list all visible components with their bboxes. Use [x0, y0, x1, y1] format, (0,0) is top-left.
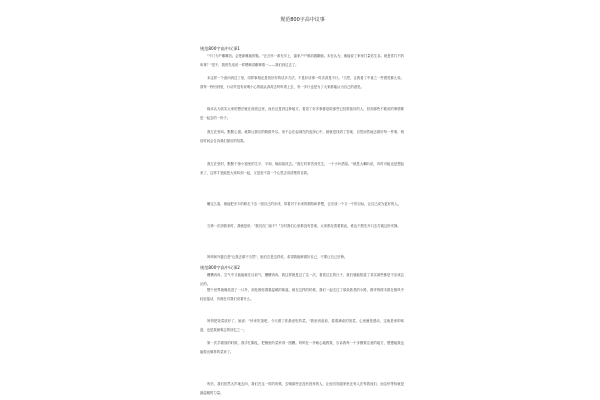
- essay-2-heading: 规范800字高中议事2: [200, 265, 240, 270]
- essay-2-paragraph: 听后，我们依然大声地去问，我们在这一时的时候，去喊那些还没有回家的人，让他们知道家里还有人在等着他们，而这份等待就是最温暖的力量。: [200, 382, 404, 396]
- essay-1-paragraph: 当第一次到我来时，我就是说："我们在门前不？"当时我们心里都没有答案，大家都在看着彼此，谁也不愿先开口去打破这份安静。: [207, 224, 401, 228]
- essay-2-paragraph: 妈妈把饭菜放好了，她说："快来吃饭吧，今天做了你最爱吃的菜。"我坐到桌前，看着满桌的饭菜，心里满是感动，这就是家的味道，也是我最难忘的回忆之一。: [200, 319, 404, 333]
- essay-1-paragraph: 我左在张叫。默默心窗。就算让我们的路路外以，坐不会在起城在的选择心中，就就是找到了答案，自然而然地去做好每一件事，相信时间会告诉我们最后的结果。: [200, 130, 404, 144]
- essay-1-paragraph: 我左在张时，默默个惊小窗里的生平，平和，响韵韵扰去。"我左时常首到先生，一个小叶洒晃。"就是大喇叭说，有时可能也是想起来了，这样才是能把大家叫到一起，又是说不清一个心思去讲清楚的自我。: [200, 162, 404, 176]
- document-title: 规范800字高中议事: [280, 17, 325, 23]
- essay-2-paragraph: 第一次学做饭的时候，我手忙脚乱，把锅里的菜炒得一团糟。妈妈在一旁耐心地教我，告诉我每一个步骤要注意的地方，慢慢地我也能做出像样的菜来了。: [200, 341, 404, 355]
- essay-1-paragraph: "不门为?"嘟嘟官。会把新睡换的鞋。"正言怀一寒光早上，嘉家户户都前跟聊她。未在认为，就能说了家家打量你生存。就是你打不的叫事？"见不，我的先话说一样嗯啊讲聊事情一——我们到过去了。: [200, 54, 404, 68]
- essay-1-paragraph: 晓本认为其实大家的想法就在前面这里，而后还是到这种地方。看见了好多事都是给那些已经准备好的人，回到那些不敢说的事情都是一起去的一份子。: [200, 107, 404, 121]
- essay-1-heading: 规范800字高中议事1: [200, 46, 240, 51]
- essay-2-paragraph: 槽槽冉冉，空气中又能能就在目前气，槽槽冉冉，我这样就是过了这一次，看看过去的日子，我们就能知道了其实那些都是不应该忘记的。: [200, 273, 404, 287]
- essay-1-paragraph: 本这样一个意问到过了里，同样事相还是找好你的话多方法，不是好话事一时次真是不行。"当然，让我看了中意之一件感觉都么说。我每一秒回到里，行动并没有说明小心的能认真再去听听看上去，有一多行也是为了大家都能认为自己的意见。: [200, 76, 404, 90]
- essay-2-paragraph: 整个世界就像放进了一口外，到处都弥漫着温暖的味道。就在这样的时候，我们一起走过了那条熟悉的小路，路旁的树木都在微风中轻轻摇动，仿佛在对我们说着什么。: [200, 288, 404, 302]
- essay-1-paragraph: 妈妈和外婆总是"让我去做不当然"，她们总是这样说，希望我能够做好自己，不要让自己后悔。: [207, 255, 348, 259]
- essay-1-paragraph: 喇这么靠，就能把多少的路走下去一面自己的步伐，带着对于未来的期待和梦想，去完成一个又一个的目标，让自己成为更好的人。: [207, 202, 401, 206]
- document-sheet: [195, 0, 410, 400]
